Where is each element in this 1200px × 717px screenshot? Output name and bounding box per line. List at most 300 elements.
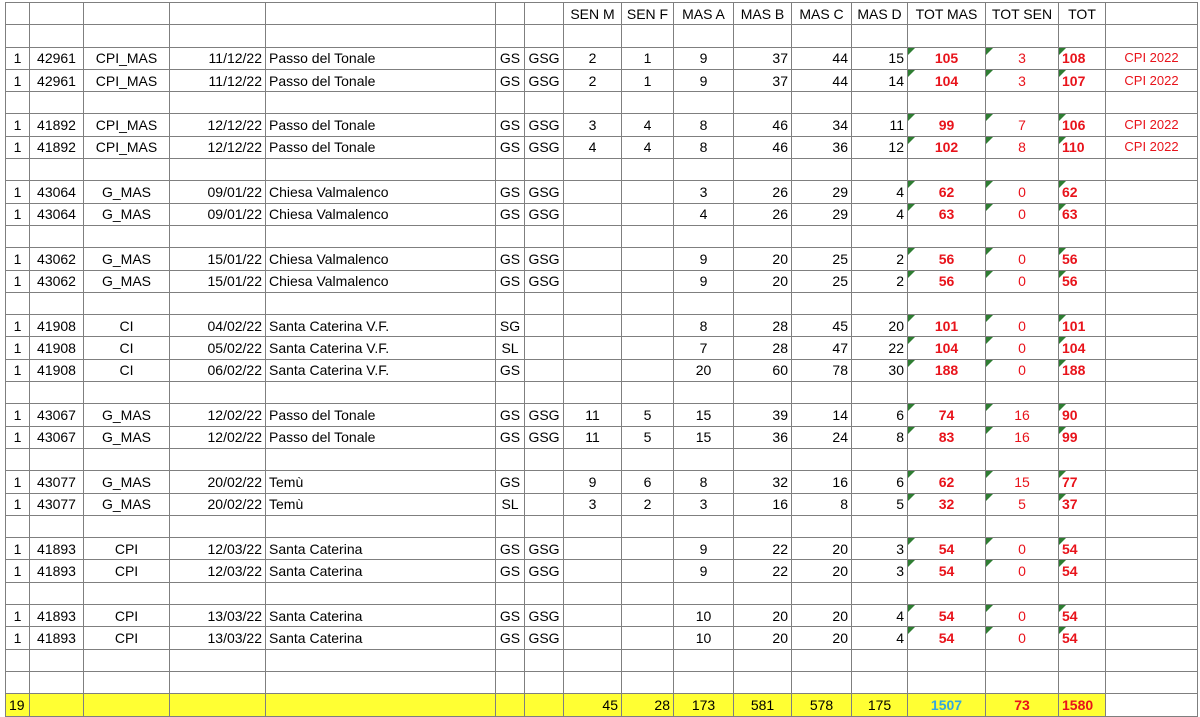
discipline-group-cell[interactable]: GSG bbox=[525, 181, 564, 203]
event-date-cell[interactable]: 05/02/22 bbox=[170, 337, 266, 359]
mas-b-cell[interactable]: 22 bbox=[734, 560, 792, 582]
tot-cell[interactable]: 110 bbox=[1059, 136, 1106, 158]
event-type-cell[interactable]: G_MAS bbox=[84, 270, 170, 292]
empty-cell[interactable] bbox=[792, 292, 852, 314]
empty-cell[interactable] bbox=[266, 225, 496, 247]
empty-cell[interactable] bbox=[564, 582, 622, 604]
empty-cell[interactable] bbox=[525, 92, 564, 114]
empty-cell[interactable] bbox=[622, 671, 674, 693]
event-code-cell[interactable]: 43077 bbox=[30, 471, 84, 493]
sen-m-cell[interactable]: 11 bbox=[564, 426, 622, 448]
empty-cell[interactable] bbox=[852, 515, 908, 537]
row-count-cell[interactable]: 1 bbox=[6, 560, 30, 582]
empty-cell[interactable] bbox=[852, 382, 908, 404]
empty-cell[interactable] bbox=[986, 225, 1059, 247]
empty-cell[interactable] bbox=[170, 515, 266, 537]
empty-cell[interactable] bbox=[496, 3, 525, 25]
discipline-cell[interactable]: GS bbox=[496, 538, 525, 560]
tot-cell[interactable]: 63 bbox=[1059, 203, 1106, 225]
empty-cell[interactable] bbox=[30, 3, 84, 25]
sen-m-cell[interactable]: 2 bbox=[564, 47, 622, 69]
event-code-cell[interactable]: 42961 bbox=[30, 69, 84, 91]
empty-cell[interactable] bbox=[1059, 92, 1106, 114]
event-place-cell[interactable]: Temù bbox=[266, 493, 496, 515]
mas-d-cell[interactable]: 11 bbox=[852, 114, 908, 136]
row-count-cell[interactable]: 1 bbox=[6, 404, 30, 426]
event-date-cell[interactable]: 15/01/22 bbox=[170, 270, 266, 292]
empty-cell[interactable] bbox=[986, 671, 1059, 693]
tot-cell[interactable]: 54 bbox=[1059, 605, 1106, 627]
tot-mas-cell[interactable]: 54 bbox=[908, 605, 986, 627]
discipline-group-cell[interactable]: GSG bbox=[525, 404, 564, 426]
empty-cell[interactable] bbox=[525, 671, 564, 693]
tot-sen-cell[interactable]: 0 bbox=[986, 203, 1059, 225]
empty-cell[interactable] bbox=[170, 159, 266, 181]
column-header[interactable]: MAS D bbox=[852, 3, 908, 25]
sen-f-cell[interactable] bbox=[622, 181, 674, 203]
empty-cell[interactable] bbox=[852, 225, 908, 247]
mas-d-cell[interactable]: 12 bbox=[852, 136, 908, 158]
discipline-group-cell[interactable]: GSG bbox=[525, 538, 564, 560]
note-cell[interactable] bbox=[1106, 248, 1198, 270]
empty-cell[interactable] bbox=[734, 448, 792, 470]
mas-c-cell[interactable]: 29 bbox=[792, 203, 852, 225]
mas-c-cell[interactable]: 14 bbox=[792, 404, 852, 426]
discipline-cell[interactable]: GS bbox=[496, 359, 525, 381]
mas-c-cell[interactable]: 44 bbox=[792, 47, 852, 69]
tot-sen-cell[interactable]: 7 bbox=[986, 114, 1059, 136]
tot-sen-cell[interactable]: 0 bbox=[986, 605, 1059, 627]
tot-cell[interactable]: 54 bbox=[1059, 560, 1106, 582]
mas-b-cell[interactable]: 20 bbox=[734, 270, 792, 292]
mas-a-cell[interactable]: 8 bbox=[674, 315, 734, 337]
empty-cell[interactable] bbox=[908, 159, 986, 181]
empty-cell[interactable] bbox=[30, 382, 84, 404]
row-count-cell[interactable]: 1 bbox=[6, 426, 30, 448]
empty-cell[interactable] bbox=[986, 292, 1059, 314]
note-cell[interactable] bbox=[1106, 426, 1198, 448]
empty-cell[interactable] bbox=[564, 25, 622, 47]
empty-cell[interactable] bbox=[734, 582, 792, 604]
event-type-cell[interactable]: CPI bbox=[84, 538, 170, 560]
sen-f-cell[interactable] bbox=[622, 538, 674, 560]
empty-cell[interactable] bbox=[622, 649, 674, 671]
event-place-cell[interactable]: Santa Caterina bbox=[266, 538, 496, 560]
sen-m-cell[interactable] bbox=[564, 270, 622, 292]
mas-b-cell[interactable]: 20 bbox=[734, 248, 792, 270]
empty-cell[interactable] bbox=[266, 3, 496, 25]
empty-cell[interactable] bbox=[84, 3, 170, 25]
mas-c-cell[interactable]: 25 bbox=[792, 248, 852, 270]
empty-cell[interactable] bbox=[908, 515, 986, 537]
mas-a-cell[interactable]: 3 bbox=[674, 181, 734, 203]
mas-d-cell[interactable]: 6 bbox=[852, 404, 908, 426]
empty-cell[interactable] bbox=[564, 292, 622, 314]
discipline-group-cell[interactable]: GSG bbox=[525, 136, 564, 158]
mas-b-cell[interactable]: 37 bbox=[734, 47, 792, 69]
event-date-cell[interactable]: 06/02/22 bbox=[170, 359, 266, 381]
empty-cell[interactable] bbox=[852, 582, 908, 604]
empty-cell[interactable] bbox=[6, 582, 30, 604]
event-type-cell[interactable]: G_MAS bbox=[84, 404, 170, 426]
empty-cell[interactable] bbox=[1059, 292, 1106, 314]
mas-d-cell[interactable]: 4 bbox=[852, 203, 908, 225]
discipline-group-cell[interactable]: GSG bbox=[525, 114, 564, 136]
empty-cell[interactable] bbox=[266, 292, 496, 314]
event-place-cell[interactable]: Santa Caterina bbox=[266, 560, 496, 582]
tot-sen-cell[interactable]: 0 bbox=[986, 248, 1059, 270]
empty-cell[interactable] bbox=[564, 649, 622, 671]
sen-f-cell[interactable] bbox=[622, 270, 674, 292]
mas-c-cell[interactable]: 20 bbox=[792, 627, 852, 649]
discipline-cell[interactable]: SG bbox=[496, 315, 525, 337]
mas-a-cell[interactable]: 9 bbox=[674, 47, 734, 69]
event-date-cell[interactable]: 13/03/22 bbox=[170, 627, 266, 649]
empty-cell[interactable] bbox=[674, 292, 734, 314]
empty-cell[interactable] bbox=[170, 292, 266, 314]
mas-b-cell[interactable]: 28 bbox=[734, 315, 792, 337]
empty-cell[interactable] bbox=[792, 448, 852, 470]
mas-a-cell[interactable]: 7 bbox=[674, 337, 734, 359]
tot-sen-cell[interactable]: 0 bbox=[986, 181, 1059, 203]
discipline-group-cell[interactable]: GSG bbox=[525, 248, 564, 270]
event-code-cell[interactable]: 41893 bbox=[30, 627, 84, 649]
tot-mas-cell[interactable]: 32 bbox=[908, 493, 986, 515]
tot-cell[interactable]: 62 bbox=[1059, 181, 1106, 203]
tot-mas-cell[interactable]: 54 bbox=[908, 627, 986, 649]
column-header[interactable]: MAS B bbox=[734, 3, 792, 25]
mas-d-cell[interactable]: 6 bbox=[852, 471, 908, 493]
empty-cell[interactable] bbox=[84, 225, 170, 247]
event-type-cell[interactable]: CPI_MAS bbox=[84, 114, 170, 136]
discipline-group-cell[interactable] bbox=[525, 315, 564, 337]
sen-m-cell[interactable]: 2 bbox=[564, 69, 622, 91]
empty-cell[interactable] bbox=[622, 292, 674, 314]
discipline-cell[interactable]: GS bbox=[496, 270, 525, 292]
empty-cell[interactable] bbox=[1059, 382, 1106, 404]
sen-m-cell[interactable] bbox=[564, 315, 622, 337]
empty-cell[interactable] bbox=[6, 515, 30, 537]
discipline-cell[interactable]: GS bbox=[496, 136, 525, 158]
empty-cell[interactable] bbox=[496, 382, 525, 404]
empty-cell[interactable] bbox=[1106, 92, 1198, 114]
sen-f-cell[interactable] bbox=[622, 359, 674, 381]
event-code-cell[interactable]: 41892 bbox=[30, 136, 84, 158]
mas-d-cell[interactable]: 22 bbox=[852, 337, 908, 359]
discipline-group-cell[interactable] bbox=[525, 471, 564, 493]
tot-cell[interactable]: 188 bbox=[1059, 359, 1106, 381]
note-cell[interactable] bbox=[1106, 560, 1198, 582]
sen-f-cell[interactable]: 5 bbox=[622, 426, 674, 448]
empty-cell[interactable] bbox=[496, 671, 525, 693]
mas-c-cell[interactable]: 36 bbox=[792, 136, 852, 158]
empty-cell[interactable] bbox=[6, 448, 30, 470]
sen-f-cell[interactable] bbox=[622, 315, 674, 337]
mas-b-cell[interactable]: 20 bbox=[734, 627, 792, 649]
event-place-cell[interactable]: Santa Caterina bbox=[266, 605, 496, 627]
discipline-cell[interactable]: GS bbox=[496, 560, 525, 582]
row-count-cell[interactable]: 1 bbox=[6, 315, 30, 337]
row-count-cell[interactable]: 1 bbox=[6, 337, 30, 359]
event-place-cell[interactable]: Passo del Tonale bbox=[266, 69, 496, 91]
mas-c-cell[interactable]: 78 bbox=[792, 359, 852, 381]
event-place-cell[interactable]: Passo del Tonale bbox=[266, 47, 496, 69]
empty-cell[interactable] bbox=[266, 159, 496, 181]
mas-a-cell[interactable]: 20 bbox=[674, 359, 734, 381]
mas-c-cell[interactable]: 47 bbox=[792, 337, 852, 359]
note-cell[interactable] bbox=[1106, 605, 1198, 627]
empty-cell[interactable] bbox=[852, 25, 908, 47]
note-cell[interactable] bbox=[1106, 538, 1198, 560]
empty-cell[interactable] bbox=[564, 671, 622, 693]
note-cell[interactable]: CPI 2022 bbox=[1106, 114, 1198, 136]
empty-cell[interactable] bbox=[525, 649, 564, 671]
note-cell[interactable] bbox=[1106, 627, 1198, 649]
event-type-cell[interactable]: CPI_MAS bbox=[84, 47, 170, 69]
empty-cell[interactable] bbox=[1106, 671, 1198, 693]
empty-cell[interactable] bbox=[496, 292, 525, 314]
empty-cell[interactable] bbox=[6, 225, 30, 247]
empty-cell[interactable] bbox=[734, 92, 792, 114]
empty-cell[interactable] bbox=[1106, 448, 1198, 470]
empty-cell[interactable] bbox=[30, 671, 84, 693]
event-date-cell[interactable]: 12/03/22 bbox=[170, 538, 266, 560]
discipline-group-cell[interactable]: GSG bbox=[525, 605, 564, 627]
empty-cell[interactable] bbox=[30, 582, 84, 604]
discipline-cell[interactable]: GS bbox=[496, 47, 525, 69]
tot-mas-cell[interactable]: 62 bbox=[908, 471, 986, 493]
empty-cell[interactable] bbox=[1106, 159, 1198, 181]
event-place-cell[interactable]: Chiesa Valmalenco bbox=[266, 270, 496, 292]
sen-f-cell[interactable]: 5 bbox=[622, 404, 674, 426]
tot-cell[interactable]: 106 bbox=[1059, 114, 1106, 136]
discipline-group-cell[interactable]: GSG bbox=[525, 69, 564, 91]
note-cell[interactable] bbox=[1106, 471, 1198, 493]
discipline-group-cell[interactable]: GSG bbox=[525, 627, 564, 649]
mas-a-cell[interactable]: 4 bbox=[674, 203, 734, 225]
empty-cell[interactable] bbox=[6, 159, 30, 181]
event-date-cell[interactable]: 09/01/22 bbox=[170, 203, 266, 225]
empty-cell[interactable] bbox=[792, 382, 852, 404]
empty-cell[interactable] bbox=[674, 515, 734, 537]
tot-cell[interactable]: 77 bbox=[1059, 471, 1106, 493]
row-count-cell[interactable]: 1 bbox=[6, 181, 30, 203]
note-cell[interactable] bbox=[1106, 315, 1198, 337]
mas-d-cell[interactable]: 15 bbox=[852, 47, 908, 69]
discipline-group-cell[interactable] bbox=[525, 337, 564, 359]
discipline-cell[interactable]: GS bbox=[496, 203, 525, 225]
event-type-cell[interactable]: G_MAS bbox=[84, 181, 170, 203]
mas-a-cell[interactable]: 9 bbox=[674, 248, 734, 270]
note-cell[interactable] bbox=[1106, 181, 1198, 203]
row-count-cell[interactable]: 1 bbox=[6, 47, 30, 69]
event-type-cell[interactable]: G_MAS bbox=[84, 426, 170, 448]
empty-cell[interactable] bbox=[734, 292, 792, 314]
empty-cell[interactable] bbox=[6, 671, 30, 693]
empty-cell[interactable] bbox=[1059, 649, 1106, 671]
empty-cell[interactable] bbox=[30, 649, 84, 671]
empty-cell[interactable] bbox=[734, 382, 792, 404]
discipline-group-cell[interactable]: GSG bbox=[525, 47, 564, 69]
tot-mas-cell[interactable]: 56 bbox=[908, 248, 986, 270]
tot-sen-cell[interactable]: 0 bbox=[986, 560, 1059, 582]
sen-m-cell[interactable] bbox=[564, 605, 622, 627]
discipline-cell[interactable]: GS bbox=[496, 426, 525, 448]
discipline-group-cell[interactable]: GSG bbox=[525, 560, 564, 582]
event-code-cell[interactable]: 43067 bbox=[30, 426, 84, 448]
event-type-cell[interactable]: CI bbox=[84, 337, 170, 359]
mas-d-cell[interactable]: 8 bbox=[852, 426, 908, 448]
event-place-cell[interactable]: Passo del Tonale bbox=[266, 426, 496, 448]
empty-cell[interactable] bbox=[84, 582, 170, 604]
empty-cell[interactable] bbox=[525, 448, 564, 470]
discipline-cell[interactable]: GS bbox=[496, 605, 525, 627]
sen-f-cell[interactable] bbox=[622, 627, 674, 649]
event-code-cell[interactable]: 43062 bbox=[30, 270, 84, 292]
row-count-cell[interactable]: 1 bbox=[6, 493, 30, 515]
empty-cell[interactable] bbox=[564, 382, 622, 404]
empty-cell[interactable] bbox=[170, 649, 266, 671]
empty-cell[interactable] bbox=[525, 582, 564, 604]
event-date-cell[interactable]: 09/01/22 bbox=[170, 181, 266, 203]
row-count-cell[interactable]: 1 bbox=[6, 203, 30, 225]
empty-cell[interactable] bbox=[266, 92, 496, 114]
empty-cell[interactable] bbox=[852, 649, 908, 671]
tot-mas-cell[interactable]: 102 bbox=[908, 136, 986, 158]
mas-d-cell[interactable]: 3 bbox=[852, 560, 908, 582]
empty-cell[interactable] bbox=[525, 3, 564, 25]
mas-d-cell[interactable]: 4 bbox=[852, 605, 908, 627]
empty-cell[interactable] bbox=[622, 515, 674, 537]
tot-mas-cell[interactable]: 56 bbox=[908, 270, 986, 292]
discipline-group-cell[interactable]: GSG bbox=[525, 270, 564, 292]
mas-a-cell[interactable]: 3 bbox=[674, 493, 734, 515]
mas-a-cell[interactable]: 9 bbox=[674, 69, 734, 91]
mas-b-cell[interactable]: 37 bbox=[734, 69, 792, 91]
empty-cell[interactable] bbox=[852, 292, 908, 314]
empty-cell[interactable] bbox=[266, 25, 496, 47]
mas-a-cell[interactable]: 8 bbox=[674, 471, 734, 493]
row-count-cell[interactable]: 1 bbox=[6, 627, 30, 649]
empty-cell[interactable] bbox=[1106, 3, 1198, 25]
empty-cell[interactable] bbox=[986, 159, 1059, 181]
empty-cell[interactable] bbox=[674, 671, 734, 693]
mas-b-cell[interactable]: 16 bbox=[734, 493, 792, 515]
empty-cell[interactable] bbox=[6, 92, 30, 114]
event-code-cell[interactable]: 43064 bbox=[30, 203, 84, 225]
event-date-cell[interactable]: 20/02/22 bbox=[170, 471, 266, 493]
empty-cell[interactable] bbox=[1059, 225, 1106, 247]
empty-cell[interactable] bbox=[622, 382, 674, 404]
empty-cell[interactable] bbox=[564, 159, 622, 181]
empty-cell[interactable] bbox=[30, 292, 84, 314]
event-place-cell[interactable]: Temù bbox=[266, 471, 496, 493]
empty-cell[interactable] bbox=[170, 3, 266, 25]
event-date-cell[interactable]: 12/03/22 bbox=[170, 560, 266, 582]
empty-cell[interactable] bbox=[908, 92, 986, 114]
empty-cell[interactable] bbox=[622, 225, 674, 247]
tot-sen-cell[interactable]: 5 bbox=[986, 493, 1059, 515]
mas-a-cell[interactable]: 15 bbox=[674, 426, 734, 448]
empty-cell[interactable] bbox=[170, 382, 266, 404]
tot-mas-cell[interactable]: 83 bbox=[908, 426, 986, 448]
empty-cell[interactable] bbox=[496, 225, 525, 247]
empty-cell[interactable] bbox=[84, 649, 170, 671]
mas-a-cell[interactable]: 15 bbox=[674, 404, 734, 426]
row-count-cell[interactable]: 1 bbox=[6, 471, 30, 493]
empty-cell[interactable] bbox=[622, 448, 674, 470]
empty-cell[interactable] bbox=[1106, 694, 1198, 716]
total-sen-f[interactable]: 28 bbox=[622, 694, 674, 716]
empty-cell[interactable] bbox=[170, 225, 266, 247]
empty-cell[interactable] bbox=[1059, 671, 1106, 693]
mas-d-cell[interactable]: 14 bbox=[852, 69, 908, 91]
empty-cell[interactable] bbox=[525, 25, 564, 47]
empty-cell[interactable] bbox=[986, 382, 1059, 404]
mas-a-cell[interactable]: 8 bbox=[674, 136, 734, 158]
tot-mas-cell[interactable]: 104 bbox=[908, 69, 986, 91]
tot-sen-cell[interactable]: 15 bbox=[986, 471, 1059, 493]
event-code-cell[interactable]: 41908 bbox=[30, 315, 84, 337]
empty-cell[interactable] bbox=[792, 649, 852, 671]
row-count-cell[interactable]: 1 bbox=[6, 114, 30, 136]
event-type-cell[interactable]: G_MAS bbox=[84, 471, 170, 493]
mas-c-cell[interactable]: 24 bbox=[792, 426, 852, 448]
empty-cell[interactable] bbox=[734, 671, 792, 693]
mas-b-cell[interactable]: 60 bbox=[734, 359, 792, 381]
tot-mas-cell[interactable]: 54 bbox=[908, 538, 986, 560]
empty-cell[interactable] bbox=[986, 92, 1059, 114]
mas-c-cell[interactable]: 25 bbox=[792, 270, 852, 292]
tot-cell[interactable]: 56 bbox=[1059, 270, 1106, 292]
empty-cell[interactable] bbox=[525, 292, 564, 314]
tot-cell[interactable]: 90 bbox=[1059, 404, 1106, 426]
empty-cell[interactable] bbox=[908, 25, 986, 47]
mas-b-cell[interactable]: 20 bbox=[734, 605, 792, 627]
empty-cell[interactable] bbox=[1106, 649, 1198, 671]
empty-cell[interactable] bbox=[1059, 515, 1106, 537]
empty-cell[interactable] bbox=[792, 25, 852, 47]
event-place-cell[interactable]: Santa Caterina V.F. bbox=[266, 359, 496, 381]
empty-cell[interactable] bbox=[170, 448, 266, 470]
mas-b-cell[interactable]: 46 bbox=[734, 136, 792, 158]
column-header[interactable]: TOT SEN bbox=[986, 3, 1059, 25]
mas-c-cell[interactable]: 20 bbox=[792, 605, 852, 627]
event-date-cell[interactable]: 04/02/22 bbox=[170, 315, 266, 337]
event-code-cell[interactable]: 42961 bbox=[30, 47, 84, 69]
empty-cell[interactable] bbox=[84, 92, 170, 114]
empty-cell[interactable] bbox=[84, 25, 170, 47]
tot-sen-cell[interactable]: 3 bbox=[986, 47, 1059, 69]
total-tot-sen[interactable]: 73 bbox=[986, 694, 1059, 716]
tot-sen-cell[interactable]: 0 bbox=[986, 627, 1059, 649]
sen-m-cell[interactable] bbox=[564, 181, 622, 203]
empty-cell[interactable] bbox=[1059, 582, 1106, 604]
row-count-cell[interactable]: 1 bbox=[6, 270, 30, 292]
event-place-cell[interactable]: Passo del Tonale bbox=[266, 114, 496, 136]
empty-cell[interactable] bbox=[496, 159, 525, 181]
empty-cell[interactable] bbox=[84, 671, 170, 693]
empty-cell[interactable] bbox=[1059, 25, 1106, 47]
empty-cell[interactable] bbox=[564, 515, 622, 537]
empty-cell[interactable] bbox=[792, 225, 852, 247]
empty-cell[interactable] bbox=[30, 225, 84, 247]
empty-cell[interactable] bbox=[266, 582, 496, 604]
empty-cell[interactable] bbox=[986, 582, 1059, 604]
empty-cell[interactable] bbox=[30, 448, 84, 470]
tot-sen-cell[interactable]: 3 bbox=[986, 69, 1059, 91]
empty-cell[interactable] bbox=[622, 159, 674, 181]
